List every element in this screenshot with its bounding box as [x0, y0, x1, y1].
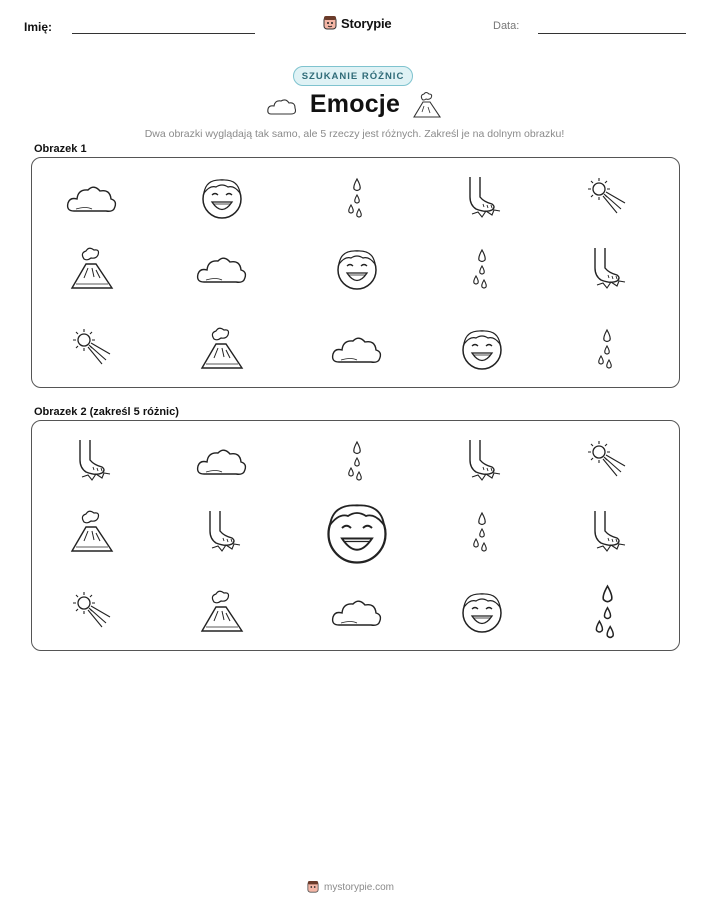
sun-icon: [62, 324, 122, 374]
cloud-icon: [265, 92, 299, 122]
brand-logo: [323, 13, 391, 33]
volcano-icon: [410, 90, 444, 120]
name-write-line: [72, 33, 255, 34]
foot-icon: [577, 244, 637, 294]
sun-icon[interactable]: [62, 587, 122, 637]
foot-icon[interactable]: [577, 507, 637, 557]
name-label: Imię:: [24, 20, 53, 34]
water-drops-icon[interactable]: [452, 507, 512, 557]
date-write-line: [538, 33, 686, 34]
brand-name: Storypie: [341, 15, 392, 31]
worksheet-type-badge: SZUKANIE RÓŻNIC: [293, 66, 413, 86]
sun-icon: [577, 173, 637, 223]
picture-1-panel: [31, 157, 680, 388]
water-drops-icon: [452, 244, 512, 294]
volcano-icon[interactable]: [62, 507, 122, 557]
page-title: Emocje: [309, 90, 401, 118]
cloud-icon: [192, 244, 252, 294]
water-drops-icon[interactable]: [327, 436, 387, 486]
instructions-text: Dwa obrazki wyglądają tak samo, ale 5 rzeczy jest różnych. Zakreśl je na dolnym obrazku!: [144, 128, 565, 140]
smiley-face-icon: [452, 324, 512, 374]
cloud-icon[interactable]: [192, 436, 252, 486]
volcano-icon: [192, 324, 252, 374]
volcano-icon[interactable]: [192, 587, 252, 637]
footer-url: mystorypie.com: [324, 881, 395, 893]
foot-icon: [452, 173, 512, 223]
date-label: Data:: [493, 20, 520, 32]
cloud-icon: [327, 324, 387, 374]
foot-icon[interactable]: [62, 436, 122, 486]
storypie-mascot-icon: [323, 15, 337, 31]
footer: [307, 880, 394, 894]
smiley-face-icon[interactable]: [312, 495, 402, 570]
water-drops-icon: [327, 173, 387, 223]
picture-2-label: Obrazek 2 (zakreśl 5 różnic): [34, 406, 179, 418]
foot-icon[interactable]: [452, 436, 512, 486]
smiley-face-icon: [192, 173, 252, 223]
picture-2-panel[interactable]: [31, 420, 680, 651]
water-drops-icon[interactable]: [567, 578, 648, 646]
foot-icon[interactable]: [192, 507, 252, 557]
smiley-face-icon[interactable]: [452, 587, 512, 637]
water-drops-icon: [577, 324, 637, 374]
volcano-icon: [62, 244, 122, 294]
cloud-icon[interactable]: [327, 587, 387, 637]
sun-icon[interactable]: [577, 436, 637, 486]
cloud-icon: [62, 173, 122, 223]
storypie-mascot-icon: [307, 880, 319, 894]
picture-1-label: Obrazek 1: [34, 143, 87, 155]
smiley-face-icon: [327, 244, 387, 294]
